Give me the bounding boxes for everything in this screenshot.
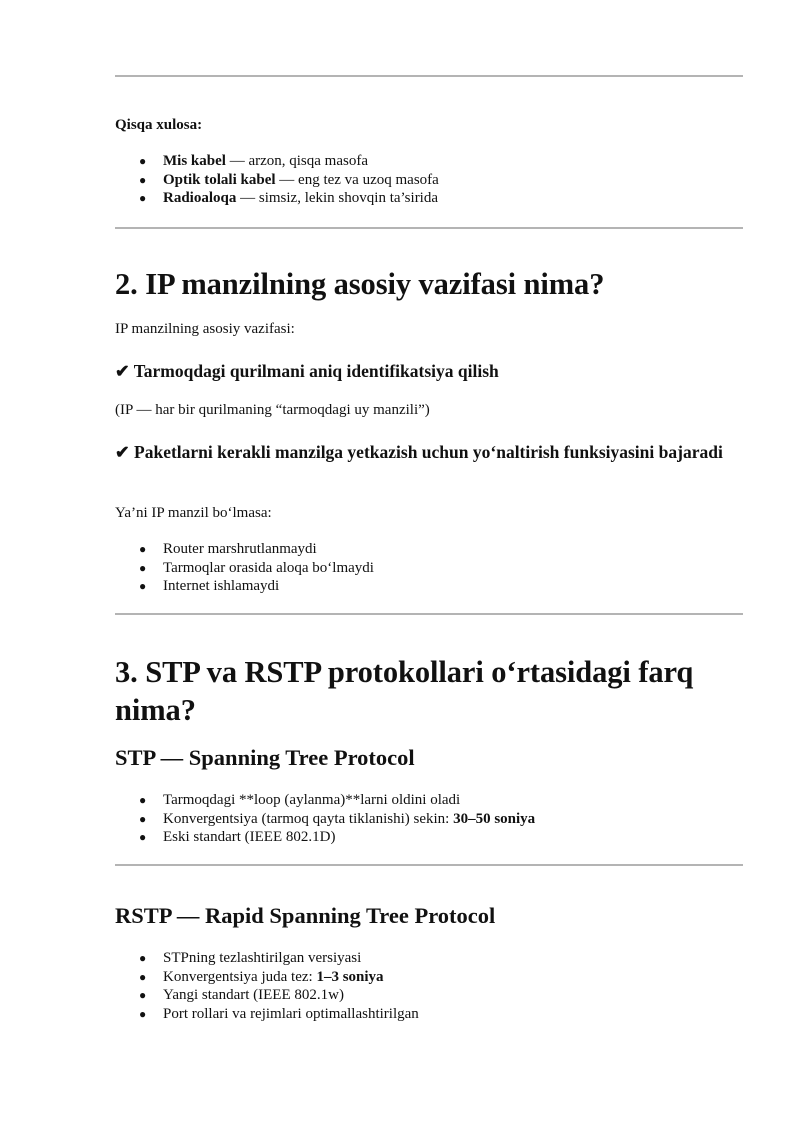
section2-note2: Ya’ni IP manzil bo‘lmasa: <box>115 505 272 521</box>
list-item <box>115 540 743 559</box>
horizontal-rule <box>115 75 743 77</box>
bullet-icon: ● <box>139 951 147 965</box>
section2-intro: IP manzilning asosiy vazifasi: <box>115 321 295 337</box>
summary-heading: Qisqa xulosa: <box>115 117 203 133</box>
bullet-icon: ● <box>139 560 147 575</box>
section2-list <box>115 540 743 596</box>
list-item-bold: 30–50 soniya <box>453 810 536 827</box>
list-item <box>115 949 743 968</box>
bullet-icon: ● <box>139 969 147 984</box>
horizontal-rule <box>115 227 743 229</box>
list-item <box>115 171 743 190</box>
bullet-icon: ● <box>139 988 147 1002</box>
summary-list <box>115 152 743 208</box>
list-item-text: Port rollari va rejimlari optimallashtirilgan <box>163 1005 419 1022</box>
section2-point2-block <box>115 441 743 464</box>
list-item-text: Tarmoqlar orasida aloqa bo‘lmaydi <box>163 559 374 576</box>
section2-note1-block <box>115 401 743 420</box>
list-item-text: Konvergentsiya (tarmoq qayta tiklanishi) sekin: <box>163 810 454 827</box>
bullet-icon: ● <box>139 579 147 593</box>
list-item <box>115 1005 743 1024</box>
summary-term: Optik tolali kabel <box>163 171 276 188</box>
bullet-icon: ● <box>139 830 147 844</box>
rstp-list <box>115 949 743 1023</box>
bullet-icon: ● <box>139 191 147 205</box>
list-item <box>115 828 743 847</box>
summary-list-block <box>115 152 743 208</box>
bullet-icon: ● <box>139 172 147 187</box>
bullet-icon: ● <box>139 811 147 826</box>
section3-title-block <box>115 653 743 729</box>
summary-text: — simsiz, lekin shovqin ta’sirida <box>236 190 439 206</box>
list-item-text: Internet ishlamaydi <box>163 578 280 594</box>
rstp-heading-block <box>115 902 743 930</box>
section2-note1: (IP — har bir qurilmaning “tarmoqdagi uy manzili”) <box>115 402 430 418</box>
bullet-icon: ● <box>139 154 147 168</box>
horizontal-rule <box>115 864 743 866</box>
list-item <box>115 810 743 829</box>
stp-heading: STP — Spanning Tree Protocol <box>115 745 415 770</box>
section-title: 3. STP va RSTP protokollari o‘rtasidagi farq nima? <box>115 655 694 727</box>
list-item-text: Eski standart (IEEE 802.1D) <box>163 829 336 845</box>
list-item <box>115 189 743 208</box>
section2-point2: ✔ Paketlarni kerakli manzilga yetkazish uchun yo‘naltirish funksiyasini bajaradi <box>115 442 723 462</box>
list-item <box>115 152 743 171</box>
section2-intro-block <box>115 320 743 339</box>
summary-term: Radioaloqa <box>163 190 237 206</box>
summary-block <box>115 116 743 135</box>
stp-heading-block <box>115 744 743 772</box>
horizontal-rule <box>115 613 743 615</box>
list-item-text: Tarmoqdagi **loop (aylanma)**larni oldini oladi <box>163 792 461 808</box>
bullet-icon: ● <box>139 793 147 807</box>
section-title: 2. IP manzilning asosiy vazifasi nima? <box>115 267 605 301</box>
list-item-text: Router marshrutlanmaydi <box>163 541 317 557</box>
section2-point1: ✔ Tarmoqdagi qurilmani aniq identifikatsiya qilish <box>115 361 499 381</box>
stp-list <box>115 791 743 847</box>
list-item-text: Yangi standart (IEEE 802.1w) <box>163 987 344 1003</box>
list-item <box>115 968 743 987</box>
stp-list-block <box>115 791 743 847</box>
list-item <box>115 986 743 1005</box>
list-item-text: STPning tezlashtirilgan versiyasi <box>163 950 362 966</box>
section2-note2-block <box>115 504 743 523</box>
list-item-text: Konvergentsiya juda tez: <box>163 968 317 985</box>
bullet-icon: ● <box>139 542 147 556</box>
bullet-icon: ● <box>139 1006 147 1021</box>
section2-list-block <box>115 540 743 596</box>
rstp-heading: RSTP — Rapid Spanning Tree Protocol <box>115 903 496 928</box>
list-item <box>115 559 743 578</box>
summary-text: — arzon, qisqa masofa <box>225 153 368 169</box>
list-item <box>115 577 743 596</box>
summary-term: Mis kabel <box>163 153 226 169</box>
list-item-bold: 1–3 soniya <box>316 968 384 985</box>
summary-text: — eng tez va uzoq masofa <box>275 171 439 188</box>
list-item <box>115 791 743 810</box>
rstp-list-block <box>115 949 743 1023</box>
section2-title-block <box>115 265 743 303</box>
section2-point1-block <box>115 360 743 383</box>
